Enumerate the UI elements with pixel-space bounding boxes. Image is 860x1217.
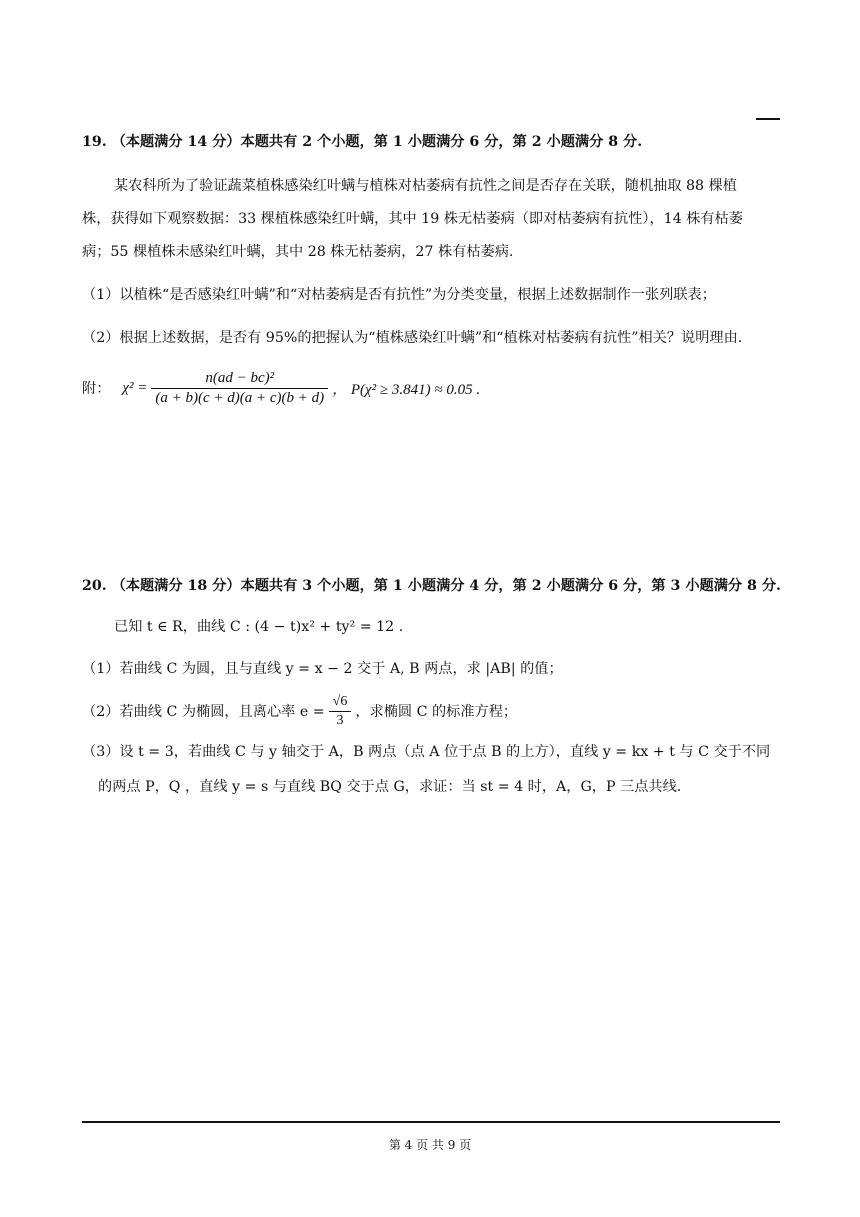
q19-heading: 19. （本题满分 14 分）本题共有 2 个小题，第 1 小题满分 6 分，第 2 小题满分 8 分.	[82, 134, 643, 150]
q19-appendix-formula	[82, 370, 480, 407]
appendix-label: 附：	[82, 380, 111, 397]
q20-heading: 20. （本题满分 18 分）本题共有 3 个小题，第 1 小题满分 4 分，第 2 小题满分 6 分，第 3 小题满分 8 分.	[82, 578, 782, 594]
chi-square-numerator: n(ad − bc)²	[151, 370, 328, 389]
q19-intro-line3: 病；55 棵植株未感染红叶螨，其中 28 株无枯萎病，27 株有枯萎病.	[82, 244, 514, 260]
chi-square-fraction	[151, 370, 328, 407]
footer-rule	[82, 1121, 780, 1123]
q20-given: 已知 t ∈ R，曲线 C : (4 − t)x² + ty² = 12 .	[114, 619, 404, 635]
chi-square-denominator: (a + b)(c + d)(a + c)(b + d)	[155, 390, 325, 406]
q20-part1: （1）若曲线 C 为圆，且与直线 y = x − 2 交于 A, B 两点，求 |AB| 的值；	[82, 661, 563, 677]
q20-part2-post: ，求椭圆 C 的标准方程；	[355, 703, 518, 720]
top-right-dash	[756, 118, 780, 120]
q19-intro-line2: 株，获得如下观察数据：33 棵植株感染红叶螨，其中 19 株无枯萎病（即对枯萎病有抗性），14 株有枯萎	[82, 211, 743, 227]
q19-intro-line1: 某农科所为了验证蔬菜植株感染红叶螨与植株对枯萎病有抗性之间是否存在关联，随机抽取 88 棵植	[114, 178, 737, 194]
q20-part2-pre: （2）若曲线 C 为椭圆，且离心率 e =	[82, 703, 325, 720]
page-number: 第 4 页 共 9 页	[388, 1138, 472, 1152]
q19-part1: （1）以植株“是否感染红叶螨”和“对枯萎病是否有抗性”为分类变量，根据上述数据制作一张列联表；	[82, 287, 716, 303]
probability-statement: ， P(χ² ≥ 3.841) ≈ 0.05 .	[332, 382, 481, 398]
eccentricity-denominator: 3	[336, 713, 344, 728]
q20-part3-line2: 的两点 P，Q ，直线 y = s 与直线 BQ 交于点 G，求证：当 st = 4 时，A，G，P 三点共线.	[98, 779, 682, 795]
q19-part2: （2）根据上述数据，是否有 95%的把握认为“植株感染红叶螨”和“植株对枯萎病有抗性”相关？说明理由.	[82, 330, 743, 346]
chi-square-lhs: χ² =	[122, 380, 148, 396]
q20-part3-line1: （3）设 t = 3，若曲线 C 与 y 轴交于 A，B 两点（点 A 位于点 B 的上方），直线 y = kx + t 与 C 交于不同	[82, 744, 771, 760]
q20-part2	[82, 694, 517, 729]
eccentricity-fraction	[329, 694, 352, 729]
eccentricity-numerator: √6	[329, 694, 352, 712]
